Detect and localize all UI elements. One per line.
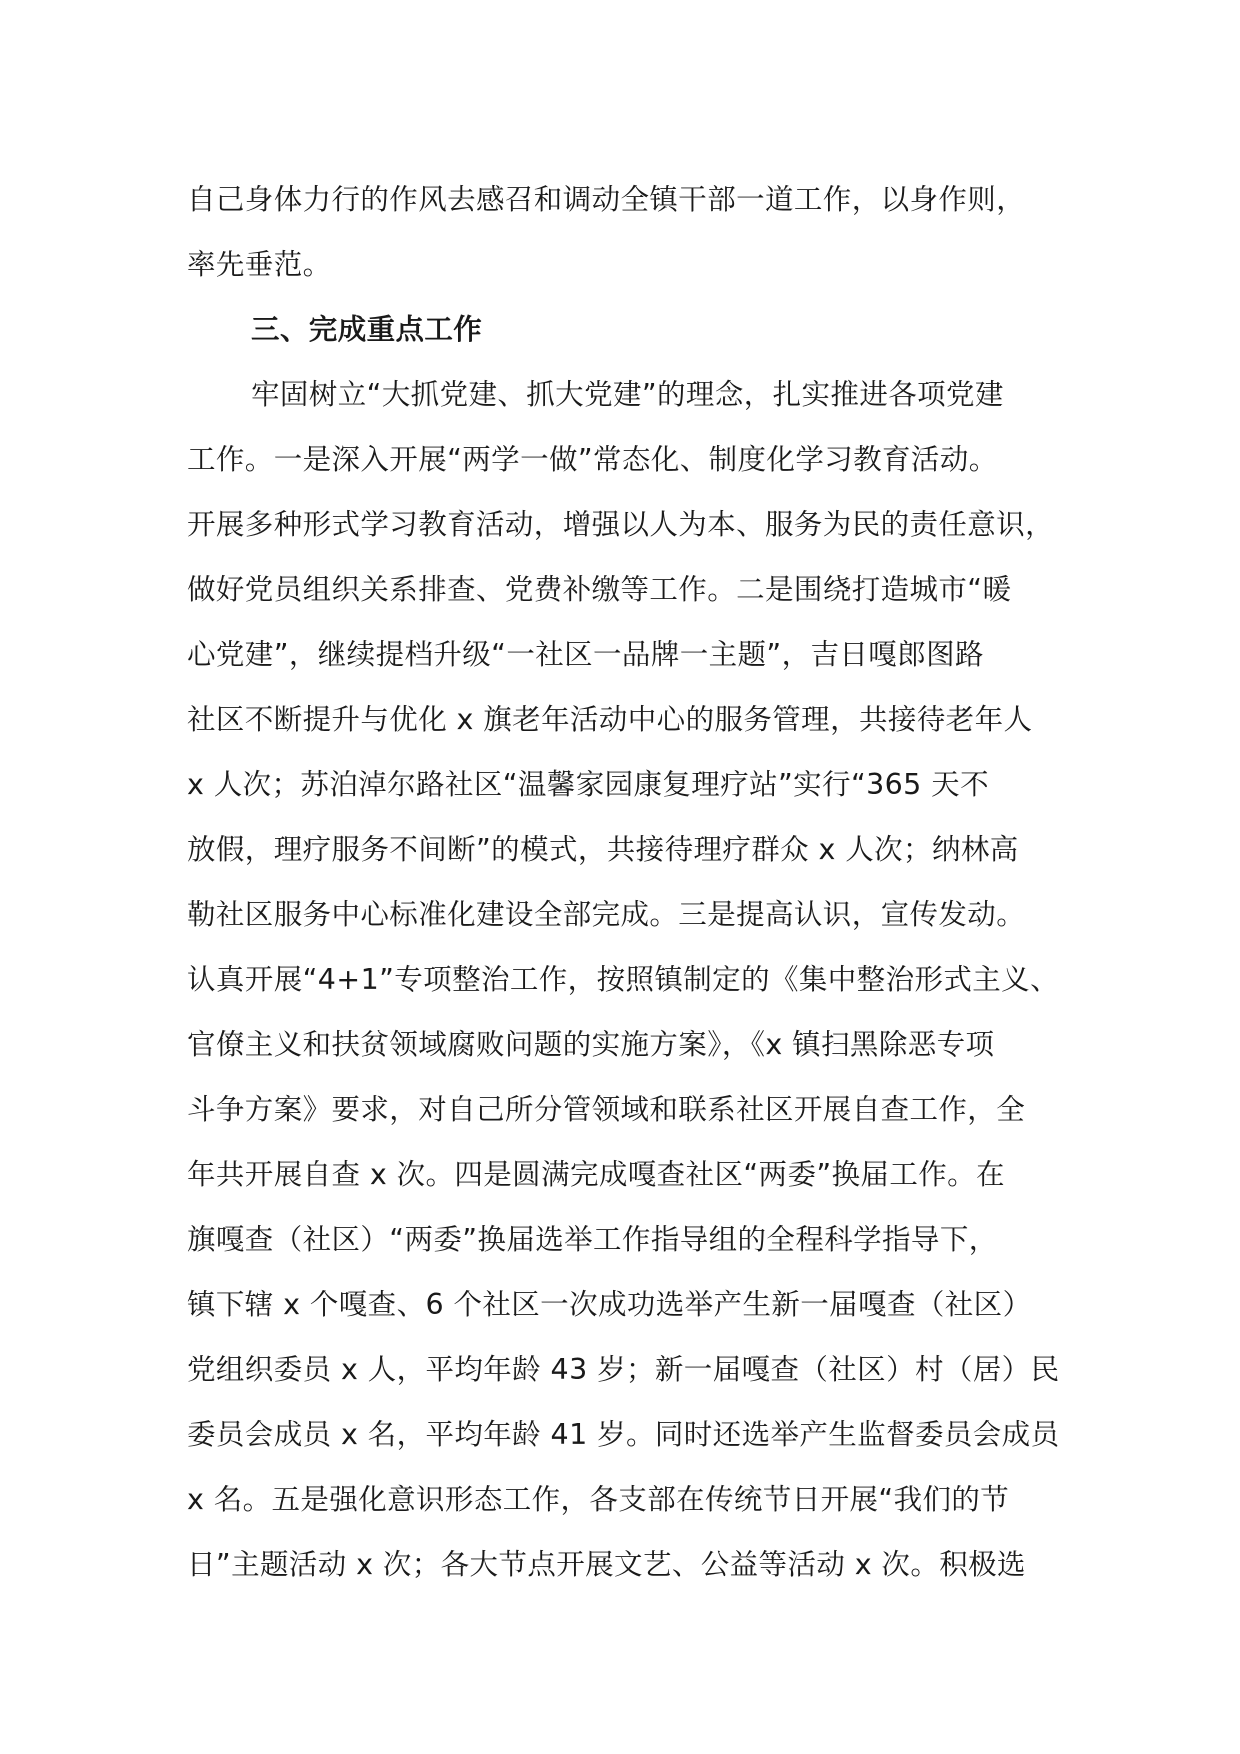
text-line: x 人次；苏泊淖尔路社区“温馨家园康复理疗站”实行“365 天不 — [187, 768, 989, 801]
text-line: 镇下辖 x 个嘎查、6 个社区一次成功选举产生新一届嘎查（社区） — [187, 1288, 1032, 1321]
text-line: 勒社区服务中心标准化建设全部完成。三是提高认识，宣传发动。 — [187, 898, 1026, 931]
text-line: 委员会成员 x 名，平均年龄 41 岁。同时还选举产生监督委员会成员 — [187, 1418, 1060, 1451]
text-line: 心党建”，继续提档升级“一社区一品牌一主题”，吉日嘎郎图路 — [187, 638, 984, 671]
text-line: 认真开展“4+1”专项整治工作，按照镇制定的《集中整治形式主义、 — [187, 963, 1059, 996]
text-line: 旗嘎查（社区）“两委”换届选举工作指导组的全程科学指导下， — [187, 1223, 998, 1256]
text-line: 率先垂范。 — [187, 248, 332, 281]
text-line: 官僚主义和扶贫领域腐败问题的实施方案》，《x 镇扫黑除恶专项 — [187, 1028, 995, 1061]
text-line: 社区不断提升与优化 x 旗老年活动中心的服务管理，共接待老年人 — [187, 703, 1033, 736]
text-line: 年共开展自查 x 次。四是圆满完成嘎查社区“两委”换届工作。在 — [187, 1158, 1005, 1191]
text-line: 斗争方案》要求，对自己所分管领域和联系社区开展自查工作，全 — [187, 1093, 1026, 1126]
text-line: 开展多种形式学习教育活动，增强以人为本、服务为民的责任意识， — [187, 508, 1055, 541]
text-line: 放假，理疗服务不间断”的模式，共接待理疗群众 x 人次；纳林高 — [187, 833, 1019, 866]
text-line: 自己身体力行的作风去感召和调动全镇干部一道工作，以身作则， — [187, 183, 1026, 216]
section-heading: 三、完成重点工作 — [251, 313, 483, 346]
text-line: 党组织委员 x 人，平均年龄 43 岁；新一届嘎查（社区）村（居）民 — [187, 1353, 1060, 1386]
text-line: x 名。五是强化意识形态工作，各支部在传统节日开展“我们的节 — [187, 1483, 1010, 1516]
text-line: 做好党员组织关系排查、党费补缴等工作。二是围绕打造城市“暖 — [187, 573, 1012, 606]
text-line: 牢固树立“大抓党建、抓大党建”的理念，扎实推进各项党建 — [251, 378, 1004, 411]
text-line: 工作。一是深入开展“两学一做”常态化、制度化学习教育活动。 — [187, 443, 998, 476]
text-line: 日”主题活动 x 次；各大节点开展文艺、公益等活动 x 次。积极选 — [187, 1548, 1026, 1581]
body-text — [187, 167, 1087, 1597]
